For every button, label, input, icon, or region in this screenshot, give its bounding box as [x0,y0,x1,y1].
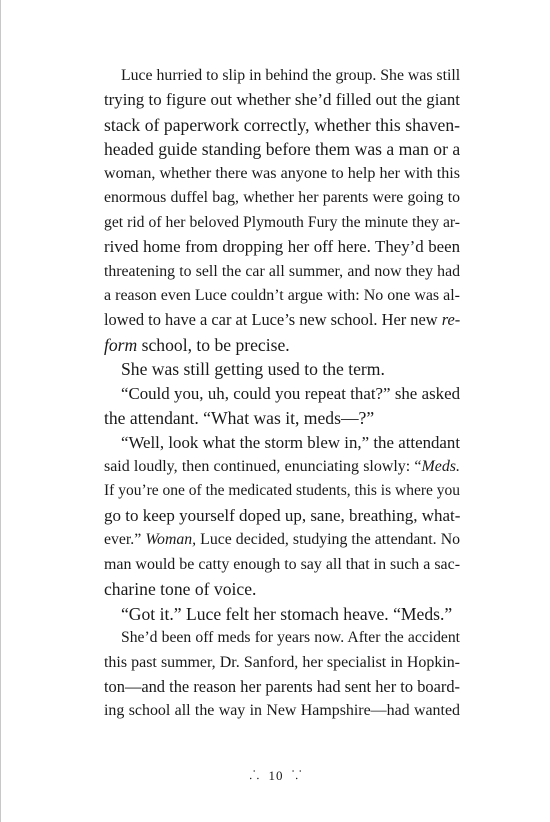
text-line [104,528,460,552]
text-run: trying to figure out whether she’d filled out the giant [104,90,460,110]
text-line [104,675,460,699]
text-run: school, to be precise. [137,334,290,355]
text-line [104,699,460,723]
text-run: lowed to have a car at Luce’s new school. Her new [104,310,442,330]
text-line [104,113,460,137]
text-line [104,357,460,381]
text-run: threatening to sell the car all summer, and now they had [104,262,460,280]
body-text [104,64,460,724]
text-line [104,431,460,455]
text-run: rived home from dropping her off here. They’d been [104,237,460,257]
text-run: charine tone of voice. [104,579,257,600]
italic-run: form [104,334,138,355]
text-run: ing school all the way in New Hampshire—had wanted [104,702,460,720]
text-run: stack of paperwork correctly, whether this shaven- [104,114,460,135]
italic-run: Woman, [145,531,197,549]
text-line [104,553,460,577]
text-run: Luce decided, studying the attendant. No [196,531,460,549]
text-run: She was still getting used to the term. [121,359,385,380]
text-run: She’d been off meds for years now. After the accident [121,629,460,647]
text-line [104,479,460,503]
text-line [104,308,460,332]
text-line [104,284,460,308]
text-line [104,186,460,210]
text-run: get rid of her beloved Plymouth Fury the minute they ar- [104,213,460,231]
text-run: this past summer, Dr. Sanford, her specialist in Hopkin- [104,653,460,671]
text-line [104,382,460,406]
text-run: headed guide standing before them was a man or a [104,139,461,160]
text-run: woman, whether there was anyone to help her with this [104,164,460,182]
text-line [104,333,460,357]
page-number: 10 [268,768,284,783]
italic-run: Meds. [421,458,460,475]
folio-left-ornament-icon: ⸫ [249,768,261,782]
text-line [104,260,460,284]
text-line [104,137,460,161]
text-run: “Could you, uh, could you repeat that?” she asked [121,383,460,403]
text-run: enormous duffel bag, whether her parents were going to [104,189,460,207]
folio-right-ornament-icon: ⸪ [291,768,303,782]
text-line [104,651,460,675]
italic-run: re- [441,310,461,330]
text-line [104,455,460,479]
text-line [104,64,460,88]
text-line [104,626,460,650]
text-line [104,235,460,259]
text-run: ever.” [104,531,146,549]
text-run: the attendant. “What was it, meds—?” [104,408,375,429]
text-line [104,88,460,112]
text-run: said loudly, then continued, enunciating slowly: “ [104,458,422,475]
text-line [104,577,460,601]
text-run: a reason even Luce couldn’t argue with: No one was al- [104,286,460,304]
page-folio [1,766,550,784]
text-line [104,504,460,528]
text-run: go to keep yourself doped up, sane, breathing, what- [104,505,461,525]
text-run: If you’re one of the medicated students, this is where you [104,482,460,500]
text-run: “Well, look what the storm blew in,” the attendant [121,432,460,452]
text-line [104,602,460,626]
text-run: ton—and the reason her parents had sent her to board- [104,676,460,696]
text-run: Luce hurried to slip in behind the group. She was still [121,67,461,84]
text-line [104,406,460,430]
text-line [104,211,460,235]
text-run: man would be catty enough to say all that in such a sac- [104,555,460,573]
text-line [104,162,460,186]
text-run: “Got it.” Luce felt her stomach heave. “Meds.” [121,603,453,624]
